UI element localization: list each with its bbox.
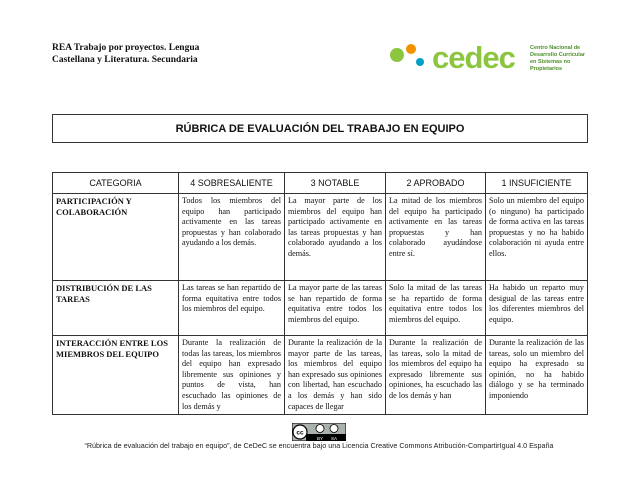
by-icon: [316, 425, 324, 433]
cell-sobresaliente: Las tareas se han repartido de forma equitativa entre todos los miembros del equipo.: [179, 281, 285, 336]
cell-insuficiente: Durante la realización de las tareas, solo un miembro del equipo ha expresado su opinión, no ha habido diálogo y se ha terminado imponiendo: [486, 336, 588, 415]
cell-sobresaliente: Durante la realización de todas las tareas, los miembros del equipo han expresado libremente sus opiniones y puntos de vista, han escuchado las opiniones de los demás y: [179, 336, 285, 415]
logo-subtitle-line-3: en Sistemas no Propietarios: [530, 59, 571, 72]
cell-insuficiente: Ha habido un reparto muy desigual de las tareas entre los diferentes miembros del equipo.: [486, 281, 588, 336]
cell-notable: La mayor parte de las tareas se han repartido de forma equitativa entre todos los miembros del equipo.: [285, 281, 386, 336]
row-category: PARTICIPACIÓN Y COLABORACIÓN: [53, 194, 179, 281]
sa-icon: [330, 425, 338, 433]
rubric-table: [52, 172, 588, 415]
row-category: INTERACCIÓN ENTRE LOS MIEMBROS DEL EQUIPO: [53, 336, 179, 415]
table-header-row: [53, 173, 588, 194]
cell-insuficiente: Solo un miembro del equipo (o ninguno) ha participado de forma activa en las tareas propuestas y no ha habido colaboración ni ayuda entre ellos.: [486, 194, 588, 281]
table-row: [53, 194, 588, 281]
cell-notable: La mayor parte de los miembros del equipo han participado activamente en las tareas propuestas y han colaborado ayudando a los demás.: [285, 194, 386, 281]
by-label: BY: [316, 436, 324, 441]
logo-dot-blue: [416, 58, 424, 66]
logo-wordmark: cedec: [432, 40, 515, 75]
cc-by-sa-badge: [292, 423, 346, 441]
table-row: [53, 281, 588, 336]
header-sobresaliente: 4 SOBRESALIENTE: [179, 173, 285, 194]
logo-subtitle: [530, 45, 594, 73]
header-aprobado: 2 APROBADO: [386, 173, 486, 194]
logo-dot-orange: [406, 44, 416, 54]
logo-subtitle-line-1: Centro Nacional de: [530, 45, 581, 51]
header-insuficiente: 1 INSUFICIENTE: [486, 173, 588, 194]
sa-label: SA: [330, 436, 338, 441]
cedec-logo: [390, 40, 590, 76]
svg-text:cc: cc: [296, 429, 304, 437]
license-footer: “Rúbrica de evaluación del trabajo en equipo”, de CeDeC se encuentra bajo una Licencia Creative Commons Atribución-CompartirIgual 4.0 España: [84, 441, 554, 450]
logo-dot-green: [390, 48, 404, 62]
cell-aprobado: Solo la mitad de las tareas se ha repartido de forma equitativa entre todos los miembros del equipo.: [386, 281, 486, 336]
header-notable: 3 NOTABLE: [285, 173, 386, 194]
cell-aprobado: Durante la realización de las tareas, solo la mitad de los miembros del equipo ha expresado libremente sus opiniones, ha escuchado las de los demás y han: [386, 336, 486, 415]
table-row: [53, 336, 588, 415]
header-line-1: REA Trabajo por proyectos. Lengua: [52, 43, 200, 53]
header-line-2: Castellana y Literatura. Secundaria: [52, 55, 198, 65]
row-category: DISTRIBUCIÓN DE LAS TAREAS: [53, 281, 179, 336]
rubric-title: RÚBRICA DE EVALUACIÓN DEL TRABAJO EN EQUIPO: [52, 114, 588, 143]
cell-notable: Durante la realización de la mayor parte de las tareas, los miembros del equipo han expresado sus opiniones con libertad, han escuchado a los demás y han sido capaces de llegar: [285, 336, 386, 415]
cell-sobresaliente: Todos los miembros del equipo han participado activamente en las tareas propuestas y han colaborado ayudando a los demás.: [179, 194, 285, 281]
logo-subtitle-line-2: Desarrollo Curricular: [530, 52, 586, 58]
header-categoria: CATEGORIA: [53, 173, 179, 194]
document-header: [52, 42, 222, 66]
cell-aprobado: La mitad de los miembros del equipo ha participado activamente en las tareas propuestas y han colaborado ayudándose entre sí.: [386, 194, 486, 281]
